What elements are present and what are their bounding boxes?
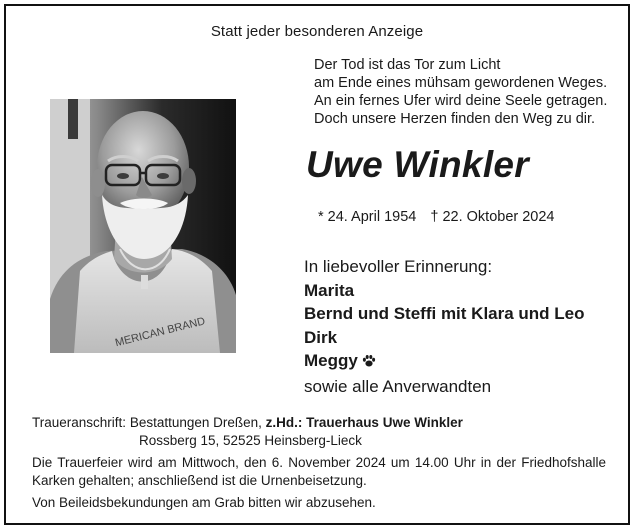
address-company: Bestattungen Dreßen,	[129, 415, 262, 430]
pet-name: Meggy	[304, 351, 358, 370]
poem-line: Der Tod ist das Tor zum Licht	[314, 57, 501, 73]
portrait-photo	[50, 99, 236, 353]
death-date: † 22. Oktober 2024	[430, 209, 555, 225]
memory-closing: sowie alle Anverwandten	[304, 376, 492, 396]
deceased-name: Uwe Winkler	[306, 144, 529, 185]
address-line	[32, 414, 606, 432]
address-label: Traueranschrift:	[32, 415, 127, 430]
header-notice: Statt jeder besonderen Anzeige	[210, 23, 424, 40]
poem	[314, 56, 607, 128]
ceremony-info: Die Trauerfeier wird am Mittwoch, den 6. November 2024 um 14.00 Uhr in der Friedhofshalle Karken gehalten; anschließend ist die Urnenbeisetzung.	[32, 455, 606, 488]
mourner-name: Marita	[304, 280, 355, 300]
condolence-note: Von Beileidsbekundungen am Grab bitten wir abzusehen.	[32, 495, 376, 510]
footer-info	[32, 414, 606, 512]
paw-icon	[362, 351, 376, 375]
mourner-name: Bernd und Steffi mit Klara und Leo	[304, 304, 585, 323]
mourners-list	[304, 255, 585, 398]
svg-text:MERICAN BRAND: MERICAN BRAND	[113, 315, 207, 350]
birth-date: * 24. April 1954	[318, 209, 417, 225]
poem-line: am Ende eines mühsam gewordenen Weges.	[314, 75, 608, 91]
mourner-name: Dirk	[304, 327, 338, 347]
life-dates	[318, 209, 555, 225]
address-attn: z.Hd.: Trauerhaus Uwe Winkler	[265, 415, 463, 430]
poem-line: An ein fernes Ufer wird deine Seele getragen.	[314, 93, 608, 109]
poem-line: Doch unsere Herzen finden den Weg zu dir.	[314, 111, 596, 127]
obituary-card	[4, 4, 630, 525]
address-street: Rossberg 15, 52525 Heinsberg-Lieck	[139, 433, 362, 448]
memory-intro: In liebevoller Erinnerung:	[304, 257, 493, 276]
mourner-pet	[304, 349, 585, 375]
